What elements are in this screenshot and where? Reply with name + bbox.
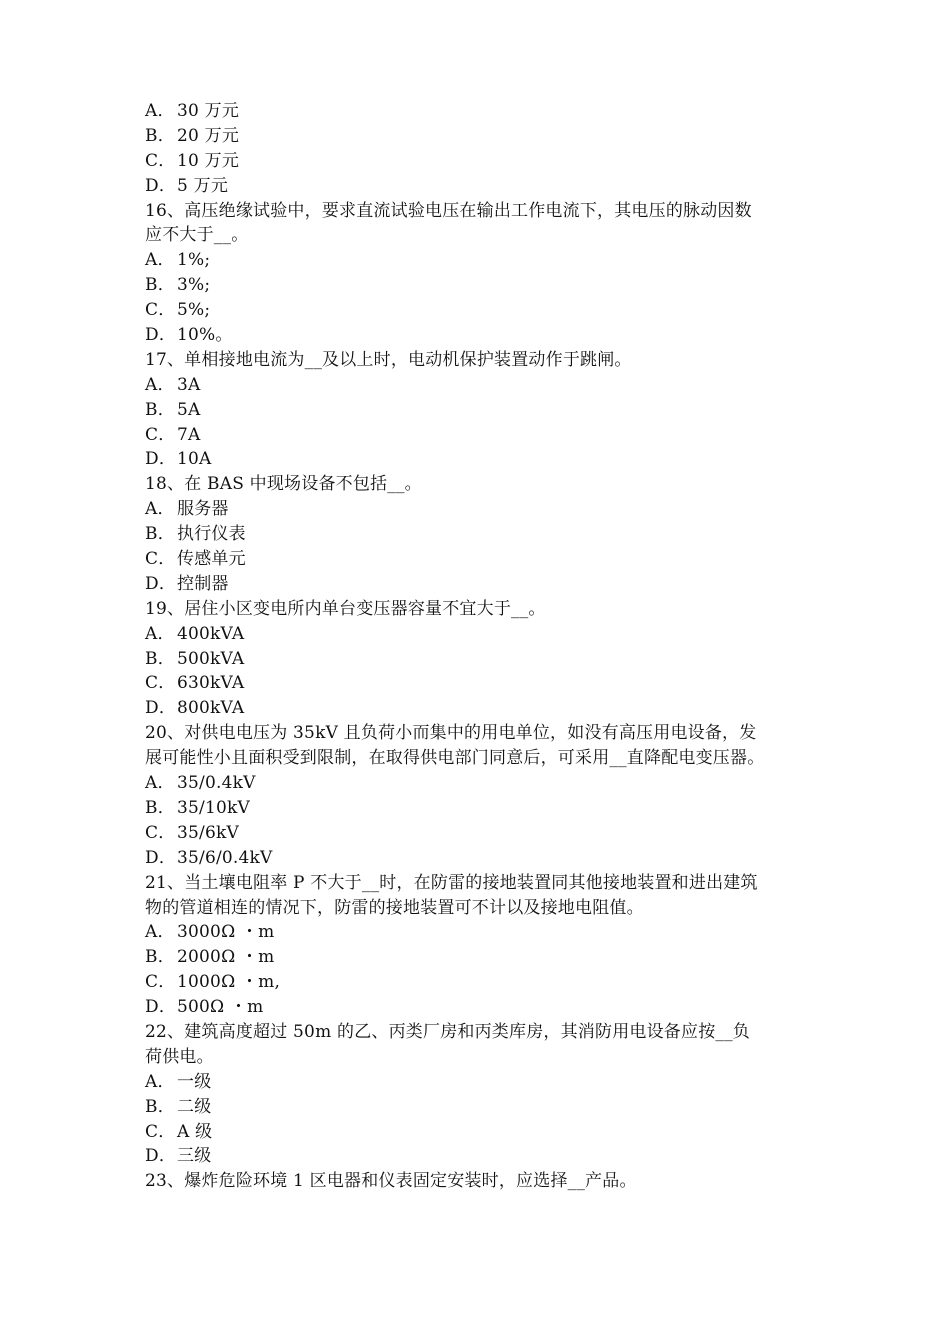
question-stem-line: 19、居住小区变电所内单台变压器容量不宜大于__。 <box>145 598 546 619</box>
option-text: 30 万元 <box>177 101 240 121</box>
question-stem-line: 21、当土壤电阻率 P 不大于__时，在防雷的接地装置同其他接地装置和进出建筑 <box>145 872 758 893</box>
answer-option <box>145 846 810 871</box>
option-letter: D． <box>145 175 177 196</box>
option-text: 3000Ω ・m <box>177 922 275 943</box>
answer-option <box>145 149 810 174</box>
document-page <box>145 99 810 1194</box>
answer-option <box>145 497 810 522</box>
answer-option <box>145 174 810 199</box>
option-text: 630kVA <box>177 673 245 694</box>
option-text: 35/0.4kV <box>177 773 256 794</box>
answer-option <box>145 248 810 273</box>
answer-option <box>145 622 810 647</box>
option-letter: A． <box>145 250 175 271</box>
option-text: 1%; <box>177 250 211 271</box>
option-text: 20 万元 <box>177 125 240 146</box>
option-letter: A． <box>145 773 175 794</box>
question-stem-line: 荷供电。 <box>145 1046 214 1067</box>
answer-option <box>145 572 810 597</box>
option-text: 800kVA <box>177 698 245 719</box>
option-letter: D． <box>145 847 177 868</box>
option-text: 传感单元 <box>177 549 246 570</box>
option-letter: A． <box>145 101 175 121</box>
answer-option <box>145 373 810 398</box>
option-text: 10 万元 <box>177 150 240 171</box>
option-letter: D． <box>145 449 177 470</box>
option-text: 5A <box>177 399 201 420</box>
question-stem-line: 17、单相接地电流为__及以上时，电动机保护装置动作于跳闸。 <box>145 349 632 370</box>
answer-option <box>145 920 810 945</box>
option-letter: A． <box>145 499 175 520</box>
option-text: 服务器 <box>177 499 229 520</box>
question-stem-line: 应不大于__。 <box>145 225 249 246</box>
option-text: 35/10kV <box>177 797 250 818</box>
option-letter: C． <box>145 549 176 570</box>
option-letter: B． <box>145 275 175 296</box>
answer-option <box>145 423 810 448</box>
answer-option <box>145 970 810 995</box>
option-text: 500Ω ・m <box>177 997 264 1018</box>
option-text: 3A <box>177 374 201 395</box>
question-stem-line: 18、在 BAS 中现场设备不包括__。 <box>145 474 422 495</box>
option-text: 7A <box>177 424 201 445</box>
option-letter: D． <box>145 573 177 594</box>
option-text: 执行仪表 <box>177 524 246 545</box>
option-letter: C． <box>145 1121 176 1142</box>
option-letter: C． <box>145 150 176 171</box>
answer-option <box>145 1095 810 1120</box>
option-text: 5%; <box>177 300 211 321</box>
answer-option <box>145 1144 810 1169</box>
option-letter: D． <box>145 1146 177 1167</box>
option-letter: B． <box>145 125 175 146</box>
option-text: 三级 <box>177 1146 212 1167</box>
option-letter: C． <box>145 424 176 445</box>
option-letter: A． <box>145 623 175 644</box>
option-text: 5 万元 <box>177 175 229 196</box>
answer-option <box>145 273 810 298</box>
answer-option <box>145 323 810 348</box>
question-stem-line: 23、爆炸危险环境 1 区电器和仪表固定安装时，应选择__产品。 <box>145 1171 637 1192</box>
option-text: 10%。 <box>177 325 233 346</box>
option-letter: B． <box>145 524 175 545</box>
option-letter: C． <box>145 673 176 694</box>
answer-option <box>145 647 810 672</box>
option-letter: B． <box>145 399 175 420</box>
option-letter: A． <box>145 1071 175 1092</box>
answer-option <box>145 1120 810 1145</box>
option-text: 500kVA <box>177 648 245 669</box>
option-text: 2000Ω ・m <box>177 947 275 968</box>
option-letter: D． <box>145 698 177 719</box>
option-text: 35/6kV <box>177 822 239 843</box>
answer-option <box>145 771 810 796</box>
option-letter: A． <box>145 922 175 943</box>
question-stem-line: 16、高压绝缘试验中，要求直流试验电压在输出工作电流下，其电压的脉动因数 <box>145 200 752 221</box>
option-text: 3%; <box>177 275 211 296</box>
option-letter: B． <box>145 648 175 669</box>
option-text: 35/6/0.4kV <box>177 847 273 868</box>
answer-option <box>145 696 810 721</box>
option-text: 二级 <box>177 1096 212 1117</box>
option-text: A 级 <box>177 1121 213 1142</box>
option-letter: D． <box>145 997 177 1018</box>
answer-option <box>145 99 810 124</box>
answer-option <box>145 124 810 149</box>
option-letter: C． <box>145 972 176 993</box>
option-letter: D． <box>145 325 177 346</box>
option-letter: C． <box>145 300 176 321</box>
answer-option <box>145 1070 810 1095</box>
option-text: 1000Ω ・m, <box>177 972 281 993</box>
answer-option <box>145 945 810 970</box>
option-text: 10A <box>177 449 212 470</box>
answer-option <box>145 447 810 472</box>
answer-option <box>145 821 810 846</box>
option-letter: B． <box>145 947 175 968</box>
option-letter: A． <box>145 374 175 395</box>
option-letter: B． <box>145 797 175 818</box>
answer-option <box>145 796 810 821</box>
option-text: 控制器 <box>177 573 229 594</box>
question-stem-line: 22、建筑高度超过 50m 的乙、丙类厂房和丙类库房，其消防用电设备应按__负 <box>145 1021 750 1042</box>
option-text: 400kVA <box>177 623 245 644</box>
option-letter: C． <box>145 822 176 843</box>
answer-option <box>145 298 810 323</box>
answer-option <box>145 995 810 1020</box>
option-text: 一级 <box>177 1071 212 1092</box>
question-stem-line: 物的管道相连的情况下，防雷的接地装置可不计以及接地电阻值。 <box>145 897 644 918</box>
answer-option <box>145 671 810 696</box>
option-letter: B． <box>145 1096 175 1117</box>
question-stem-line: 20、对供电电压为 35kV 且负荷小而集中的用电单位，如没有高压用电设备，发 <box>145 723 757 744</box>
answer-option <box>145 398 810 423</box>
answer-option <box>145 522 810 547</box>
question-stem-line: 展可能性小且面积受到限制，在取得供电部门同意后，可采用__直降配电变压器。 <box>145 748 765 769</box>
answer-option <box>145 547 810 572</box>
